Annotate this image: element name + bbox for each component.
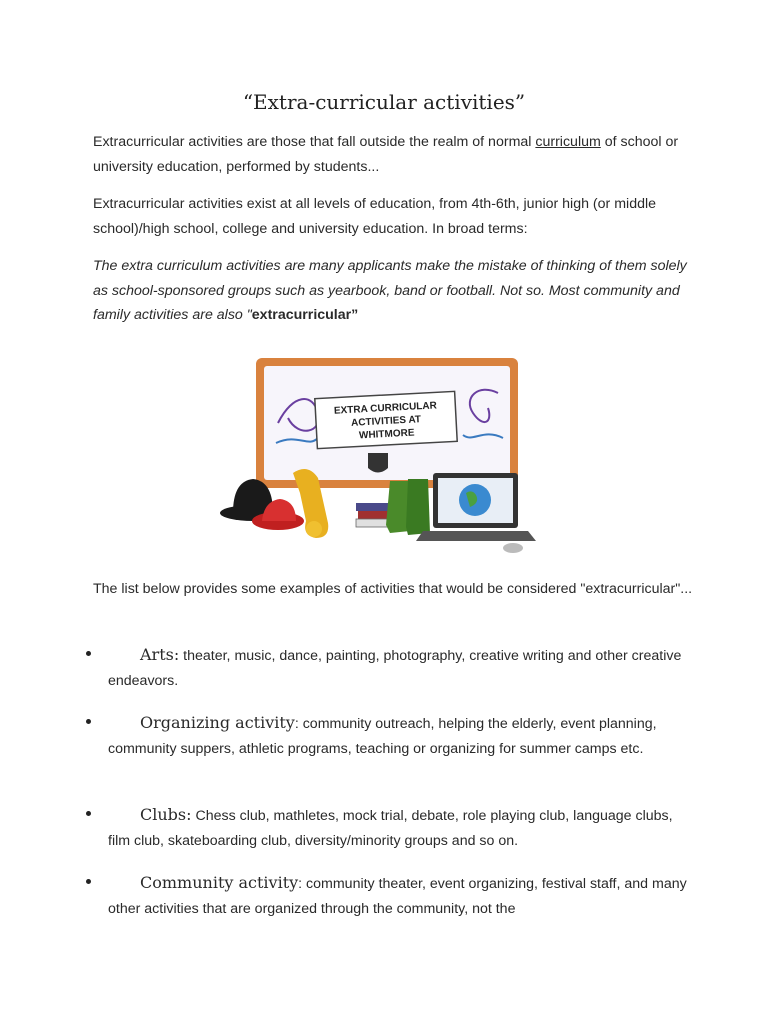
bullet-icon <box>86 811 91 816</box>
list-item-term: Clubs: <box>140 805 192 824</box>
list-item-text <box>108 871 688 921</box>
paragraph-levels-text: Extracurricular activities exist at all levels of education, from 4th-6th, junior high (or middle school)/high school, college and university education. In broad terms: <box>93 196 657 237</box>
extracurricular-illustration <box>218 353 548 568</box>
paragraph-levels <box>93 192 693 241</box>
paragraph-italic <box>93 254 693 328</box>
list-item-text <box>108 643 688 693</box>
boot-right-icon <box>406 479 430 535</box>
mouse-icon <box>503 543 523 553</box>
document-title: “Extra-curricular activities” <box>242 90 526 114</box>
crest-icon <box>368 453 388 473</box>
list-item-text <box>108 711 688 761</box>
list-item-term: Organizing activity <box>140 713 295 732</box>
list-item-description: theater, music, dance, painting, photography, creative writing and other creative endeavors. <box>108 648 682 689</box>
list-item-term: Arts: <box>140 645 180 664</box>
paragraph-italic-text: The extra curriculum activities are many applicants make the mistake of thinking of them solely as school-sponsored groups such as yearbook, band or football. Not so. Most community and family activities are also " <box>93 258 687 323</box>
bullet-icon <box>86 651 91 656</box>
paragraph-list-intro <box>93 577 693 602</box>
paragraph-intro-text: Extracurricular activities are those that fall outside the realm of normal <box>93 134 536 150</box>
board-text-line1: EXTRA CURRICULAR <box>333 400 438 417</box>
curriculum-link[interactable]: curriculum <box>535 134 601 150</box>
paragraph-intro-text-end: of school or university education, performed by students... <box>93 134 679 175</box>
bullet-icon <box>86 879 91 884</box>
list-item-text <box>108 803 688 853</box>
list-item-description: : community theater, event organizing, festival staff, and many other activities that are organized through the community, not the <box>108 876 687 917</box>
list-item-term: Community activity <box>140 873 299 892</box>
list-item-description: Chess club, mathletes, mock trial, debate, role playing club, language clubs, film club, skateboarding club, diversity/minority groups and so on. <box>108 808 673 849</box>
paragraph-intro <box>93 130 693 179</box>
saxophone-bell <box>306 521 322 537</box>
laptop-keyboard <box>416 531 536 541</box>
board-text-line2: ACTIVITIES AT <box>350 414 422 429</box>
paragraph-list-intro-text: The list below provides some examples of activities that would be considered "extracurricular"... <box>93 581 693 597</box>
extracurricular-bold: extracurricular” <box>251 307 359 323</box>
board-text-line3: WHITMORE <box>358 427 415 442</box>
bullet-icon <box>86 719 91 724</box>
list-item-description: : community outreach, helping the elderly, event planning, community suppers, athletic programs, teaching or organizing for summer camps etc. <box>108 716 657 757</box>
